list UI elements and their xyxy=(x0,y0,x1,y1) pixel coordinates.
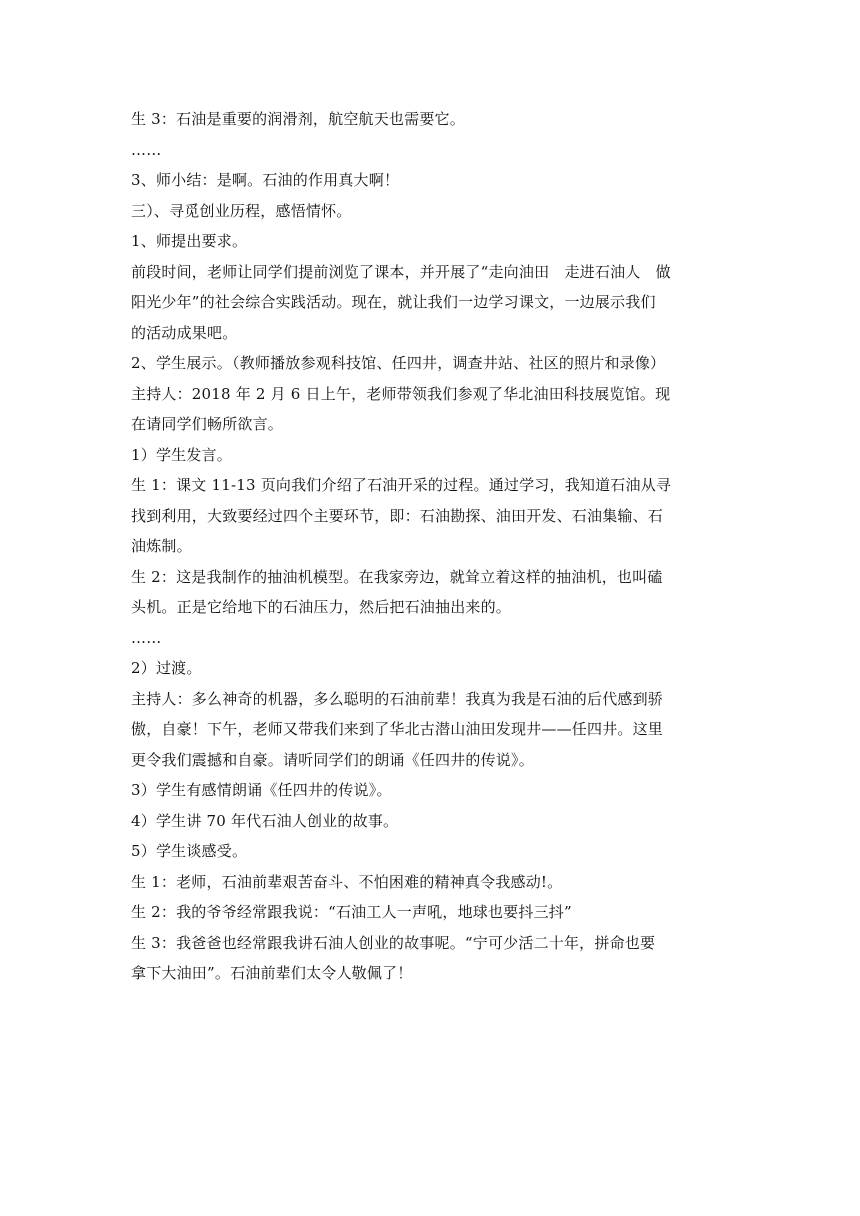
section-heading: 三）、寻觅创业历程，感悟情怀。 xyxy=(131,201,352,220)
text-line: 3、师小结：是啊。石油的作用真大啊！ xyxy=(131,171,400,189)
text-line: 生 2：我的爷爷经常跟我说：“石油工人一声吼，地球也要抖三抖” xyxy=(131,903,572,921)
text-line: 阳光少年”的社会综合实践活动。现在，就让我们一边学习课文，一边展示我们 xyxy=(131,293,656,311)
text-line: 生 2：这是我制作的抽油机模型。在我家旁边，就耸立着这样的抽油机，也叫磕 xyxy=(131,567,663,586)
text-line: 2）过渡。 xyxy=(131,659,202,677)
ellipsis-line: …… xyxy=(131,140,162,159)
text-line: 1、师提出要求。 xyxy=(131,232,248,250)
text-line: 前段时间，老师让同学们提前浏览了课本，并开展了“走向油田 走进石油人 做 xyxy=(131,262,671,281)
text-line: 5）学生谈感受。 xyxy=(131,842,248,860)
document-body xyxy=(131,104,731,989)
text-line: 生 1：课文 11-13 页向我们介绍了石油开采的过程。通过学习，我知道石油从寻 xyxy=(131,476,672,494)
text-line: 4）学生讲 70 年代石油人创业的故事。 xyxy=(131,811,399,830)
text-line: 主持人：多么神奇的机器，多么聪明的石油前辈！我真为我是石油的后代感到骄 xyxy=(131,689,664,708)
text-line: 油炼制。 xyxy=(131,537,192,555)
text-line: 找到利用，大致要经过四个主要环节，即：石油勘探、油田开发、石油集输、石 xyxy=(131,506,664,525)
text-line: 更令我们震撼和自豪。请听同学们的朗诵《任四井的传说》。 xyxy=(131,750,534,769)
ellipsis-line: …… xyxy=(131,628,162,647)
text-line: 1）学生发言。 xyxy=(131,445,232,464)
text-line: 主持人：2018 年 2 月 6 日上午，老师带领我们参观了华北油田科技展览馆。现 xyxy=(131,384,671,403)
text-line: 生 1：老师，石油前辈艰苦奋斗、不怕困难的精神真令我感动!。 xyxy=(131,872,563,891)
text-line: 生 3：石油是重要的润滑剂，航空航天也需要它。 xyxy=(131,110,465,128)
text-line: 头机。正是它给地下的石油压力，然后把石油抽出来的。 xyxy=(131,598,512,616)
text-line: 拿下大油田”。石油前辈们太令人敬佩了！ xyxy=(131,964,413,982)
text-line: 生 3：我爸爸也经常跟我讲石油人创业的故事呢。“宁可少活二十年，拼命也要 xyxy=(131,933,656,952)
text-line: 傲，自豪！下午，老师又带我们来到了华北古潜山油田发现井——任四井。这里 xyxy=(131,720,664,738)
text-line: 在请同学们畅所欲言。 xyxy=(131,415,284,433)
text-line: 3）学生有感情朗诵《任四井的传说》。 xyxy=(131,781,392,799)
text-line: 的活动成果吧。 xyxy=(131,323,238,342)
text-line: 2、学生展示。（教师播放参观科技馆、任四井，调查井站、社区的照片和录像） xyxy=(131,354,666,372)
